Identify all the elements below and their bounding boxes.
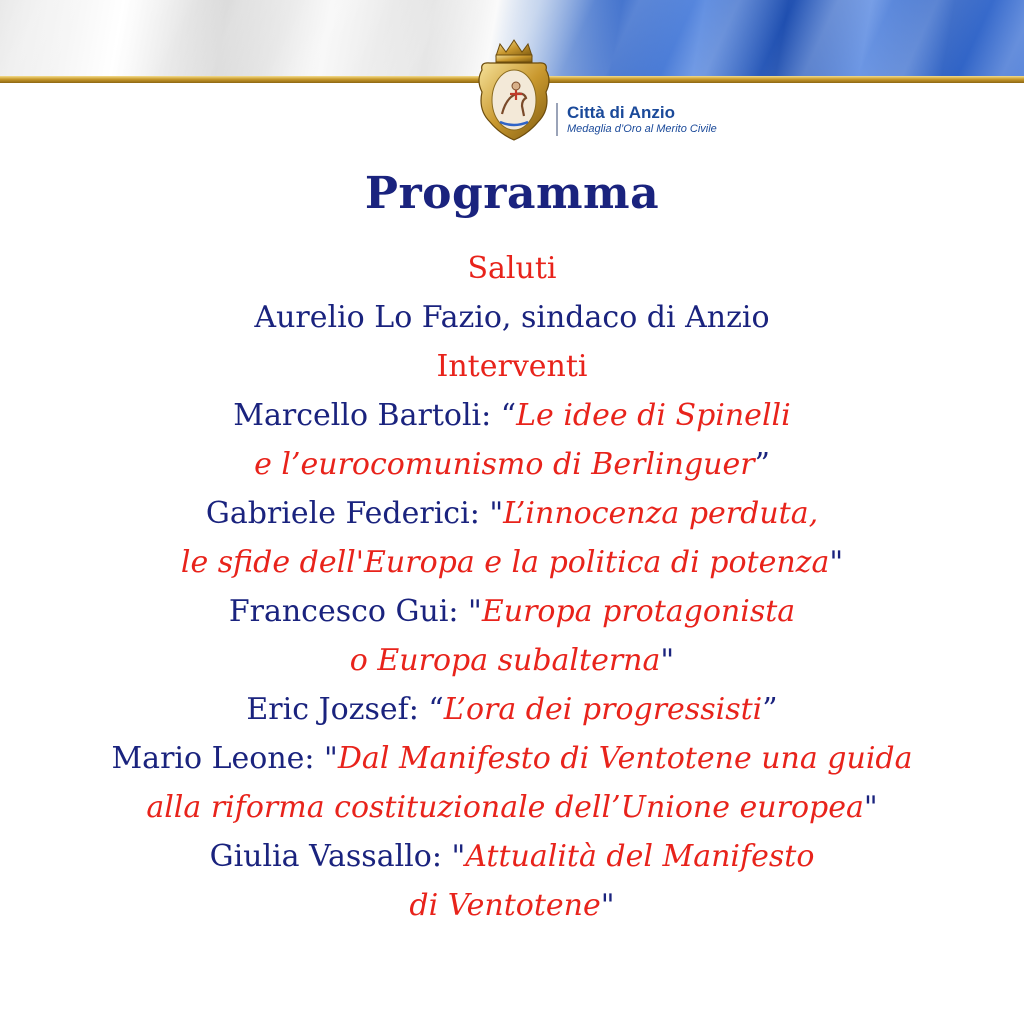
talk-item-continued (20, 538, 1004, 587)
talk-speaker: Gabriele Federici: " (205, 496, 504, 531)
talk-item-continued (20, 783, 1004, 832)
municipality-label (556, 103, 717, 136)
talk-speaker: Francesco Gui: " (228, 594, 482, 629)
talk-item (20, 734, 1004, 783)
talk-item (20, 587, 1004, 636)
talk-title: L’innocenza perduta, (503, 496, 819, 531)
talk-item (20, 832, 1004, 881)
talk-title: Attualità del Manifesto (465, 839, 815, 874)
page-title: Programma (364, 168, 660, 219)
talk-item (20, 685, 1004, 734)
program-list (20, 244, 1004, 930)
talk-item-continued (20, 636, 1004, 685)
talk-quote-close: ” (762, 692, 778, 727)
talk-title: e l’eurocomunismo di Berlinguer (254, 447, 755, 482)
talk-title: Dal Manifesto di Ventotene una guida (337, 741, 913, 776)
talk-quote-close: ” (754, 447, 770, 482)
talk-title: Le idee di Spinelli (516, 398, 791, 433)
talk-speaker: Giulia Vassallo: " (209, 839, 466, 874)
talk-title: alla riforma costituzionale dell’Unione europea (146, 790, 864, 825)
talk-speaker: Eric Jozsef: “ (246, 692, 444, 727)
greetings-speaker: Aurelio Lo Fazio, sindaco di Anzio (254, 300, 770, 335)
greetings-heading: Saluti (467, 251, 557, 286)
talk-quote-close: " (829, 545, 844, 580)
talk-title: L’ora dei progressisti (443, 692, 763, 727)
talk-quote-close: " (863, 790, 878, 825)
talk-title: di Ventotene (409, 888, 601, 923)
talk-item (20, 489, 1004, 538)
talk-title: le sfide dell'Europa e la politica di potenza (180, 545, 830, 580)
talk-item (20, 391, 1004, 440)
municipality-name: Città di Anzio (567, 103, 675, 122)
talk-quote-close: " (660, 643, 675, 678)
talks-heading: Interventi (436, 349, 588, 384)
talk-quote-close: " (600, 888, 615, 923)
talk-speaker: Mario Leone: " (111, 741, 338, 776)
talk-speaker: Marcello Bartoli: “ (233, 398, 517, 433)
talk-title: o Europa subalterna (349, 643, 661, 678)
coat-of-arms-icon (472, 36, 556, 144)
talk-title: Europa protagonista (481, 594, 796, 629)
talk-item-continued (20, 440, 1004, 489)
talk-item-continued (20, 881, 1004, 930)
municipality-motto: Medaglia d’Oro al Merito Civile (567, 123, 717, 135)
